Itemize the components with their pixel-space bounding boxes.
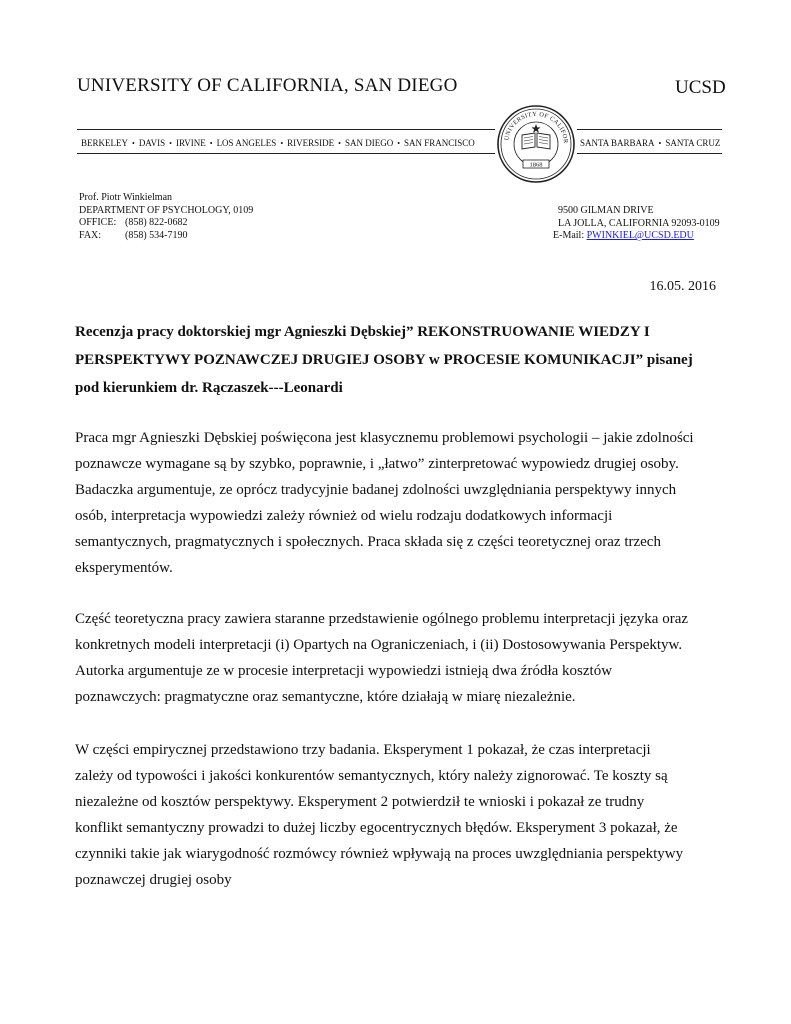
fax-number: (858) 534-7190 xyxy=(125,229,188,241)
campus-name: RIVERSIDE xyxy=(287,138,335,148)
paragraph-theory xyxy=(75,606,725,710)
campus-name: DAVIS xyxy=(138,138,166,148)
bullet-separator: • xyxy=(167,139,174,148)
header-rule-bottom xyxy=(77,153,722,154)
email-row xyxy=(553,230,720,243)
bullet-separator: • xyxy=(395,139,403,148)
header-rule-top xyxy=(77,129,722,130)
svg-text:1868: 1868 xyxy=(529,161,543,169)
paragraph-line: poznawcze wymagane są by szybko, poprawnie, i „łatwo” zinterpretować wypowiedz drugiej osoby. xyxy=(75,456,679,472)
fax-row xyxy=(79,230,253,243)
paragraph-line: eksperymentów. xyxy=(75,560,173,576)
campus-name: SANTA CRUZ xyxy=(665,138,721,148)
bullet-separator: • xyxy=(656,139,664,148)
campus-list-right xyxy=(580,138,720,148)
paragraph-line: semantycznych, pragmatycznych i społecznych. Praca składa się z części teoretycznej oraz trzech xyxy=(75,534,661,550)
paragraph-line: W części empirycznej przedstawiono trzy badania. Eksperyment 1 pokazał, że czas interpretacji xyxy=(75,742,651,758)
paragraph-empirical xyxy=(75,737,725,893)
document-date: 16.05. 2016 xyxy=(649,279,716,294)
paragraph-line: poznawczej drugiej osoby xyxy=(75,872,232,888)
paragraph-line: Część teoretyczna pracy zawiera staranne przedstawienie ogólnego problemu interpretacji języka oraz xyxy=(75,611,689,627)
paragraph-line: Autorka argumentuje ze w procesie interpretacji wypowiedzi istnieją dwa źródła kosztów xyxy=(75,663,613,679)
paragraph-line: poznawczych: pragmatyczne oraz semantyczne, które działają w miarę niezależnie. xyxy=(75,689,576,705)
review-heading xyxy=(75,318,725,402)
paragraph-line: Praca mgr Agnieszki Dębskiej poświęcona jest klasycznemu problemowi psychologii – jakie zdolności xyxy=(75,430,694,446)
paragraph-line: Badaczka argumentuje, ze oprócz tradycyjnie badanej zdolności uwzględniania perspektywy innych xyxy=(75,482,677,498)
fax-label: FAX: xyxy=(79,229,102,241)
bullet-separator: • xyxy=(207,139,215,148)
university-name: UNIVERSITY OF CALIFORNIA, SAN DIEGO xyxy=(77,75,458,96)
campus-name: BERKELEY xyxy=(81,138,128,148)
office-phone-row xyxy=(79,217,253,230)
email-link[interactable]: PWINKIEL@UCSD.EDU xyxy=(586,230,694,241)
paragraph-intro xyxy=(75,425,725,581)
svg-text:THE UNIVERSITY OF CALIFORNIA: UNIVERSITY OF CALIFOR xyxy=(503,110,570,144)
campus-name: SAN DIEGO xyxy=(344,138,394,148)
campus-name: LOS ANGELES xyxy=(216,138,277,148)
email-label: E-Mail: xyxy=(553,230,585,241)
campus-name: SANTA BARBARA xyxy=(580,138,655,148)
city-address: LA JOLLA, CALIFORNIA 92093-0109 xyxy=(558,217,720,229)
address-block xyxy=(553,205,720,243)
paragraph-line: czynniki takie jak wiarygodność rozmówcy również wpływają na proces uwzględniania perspektywy xyxy=(75,846,684,862)
heading-line: pod kierunkiem dr. Rączaszek---Leonardi xyxy=(75,380,343,396)
campus-name: SAN FRANCISCO xyxy=(404,138,475,148)
heading-line: Recenzja pracy doktorskiej mgr Agnieszki Dębskiej” REKONSTRUOWANIE WIEDZY I xyxy=(75,324,650,340)
paragraph-line: konkretnych modeli interpretacji (i) Opartych na Ograniczeniach, i (ii) Dostosowywania Perspektyw. xyxy=(75,637,683,653)
office-label: OFFICE: xyxy=(79,217,117,228)
paragraph-line: niezależne od kosztów perspektywy. Eksperyment 2 potwierdził te wnioski i pokazał ze trudny xyxy=(75,794,645,810)
paragraph-line: konflikt semantyczny prowadzi to dużej liczby egocentrycznych błędów. Eksperyment 3 pokazał, że xyxy=(75,820,678,836)
bullet-separator: • xyxy=(336,139,343,148)
university-seal-icon xyxy=(495,103,577,185)
sender-block xyxy=(79,192,253,242)
office-phone: (858) 822-0682 xyxy=(125,217,188,228)
street-address: 9500 GILMAN DRIVE xyxy=(558,205,654,216)
campus-name: IRVINE xyxy=(175,138,206,148)
paragraph-line: zależy od typowości i jakości konkurentów semantycznych, który należy zignorować. Te koszty są xyxy=(75,768,668,784)
bullet-separator: • xyxy=(130,139,137,148)
bullet-separator: • xyxy=(278,139,286,148)
heading-line: PERSPEKTYWY POZNAWCZEJ DRUGIEJ OSOBY w PROCESIE KOMUNIKACJI” pisanej xyxy=(75,352,693,368)
sender-name: Prof. Piotr Winkielman xyxy=(79,192,173,203)
university-abbreviation: UCSD xyxy=(675,77,726,98)
campus-list-left xyxy=(81,138,475,148)
paragraph-line: osób, interpretacja wypowiedzi zależy również od wielu rodzaju dodatkowych informacji xyxy=(75,508,613,524)
sender-department: DEPARTMENT OF PSYCHOLOGY, 0109 xyxy=(79,204,254,216)
